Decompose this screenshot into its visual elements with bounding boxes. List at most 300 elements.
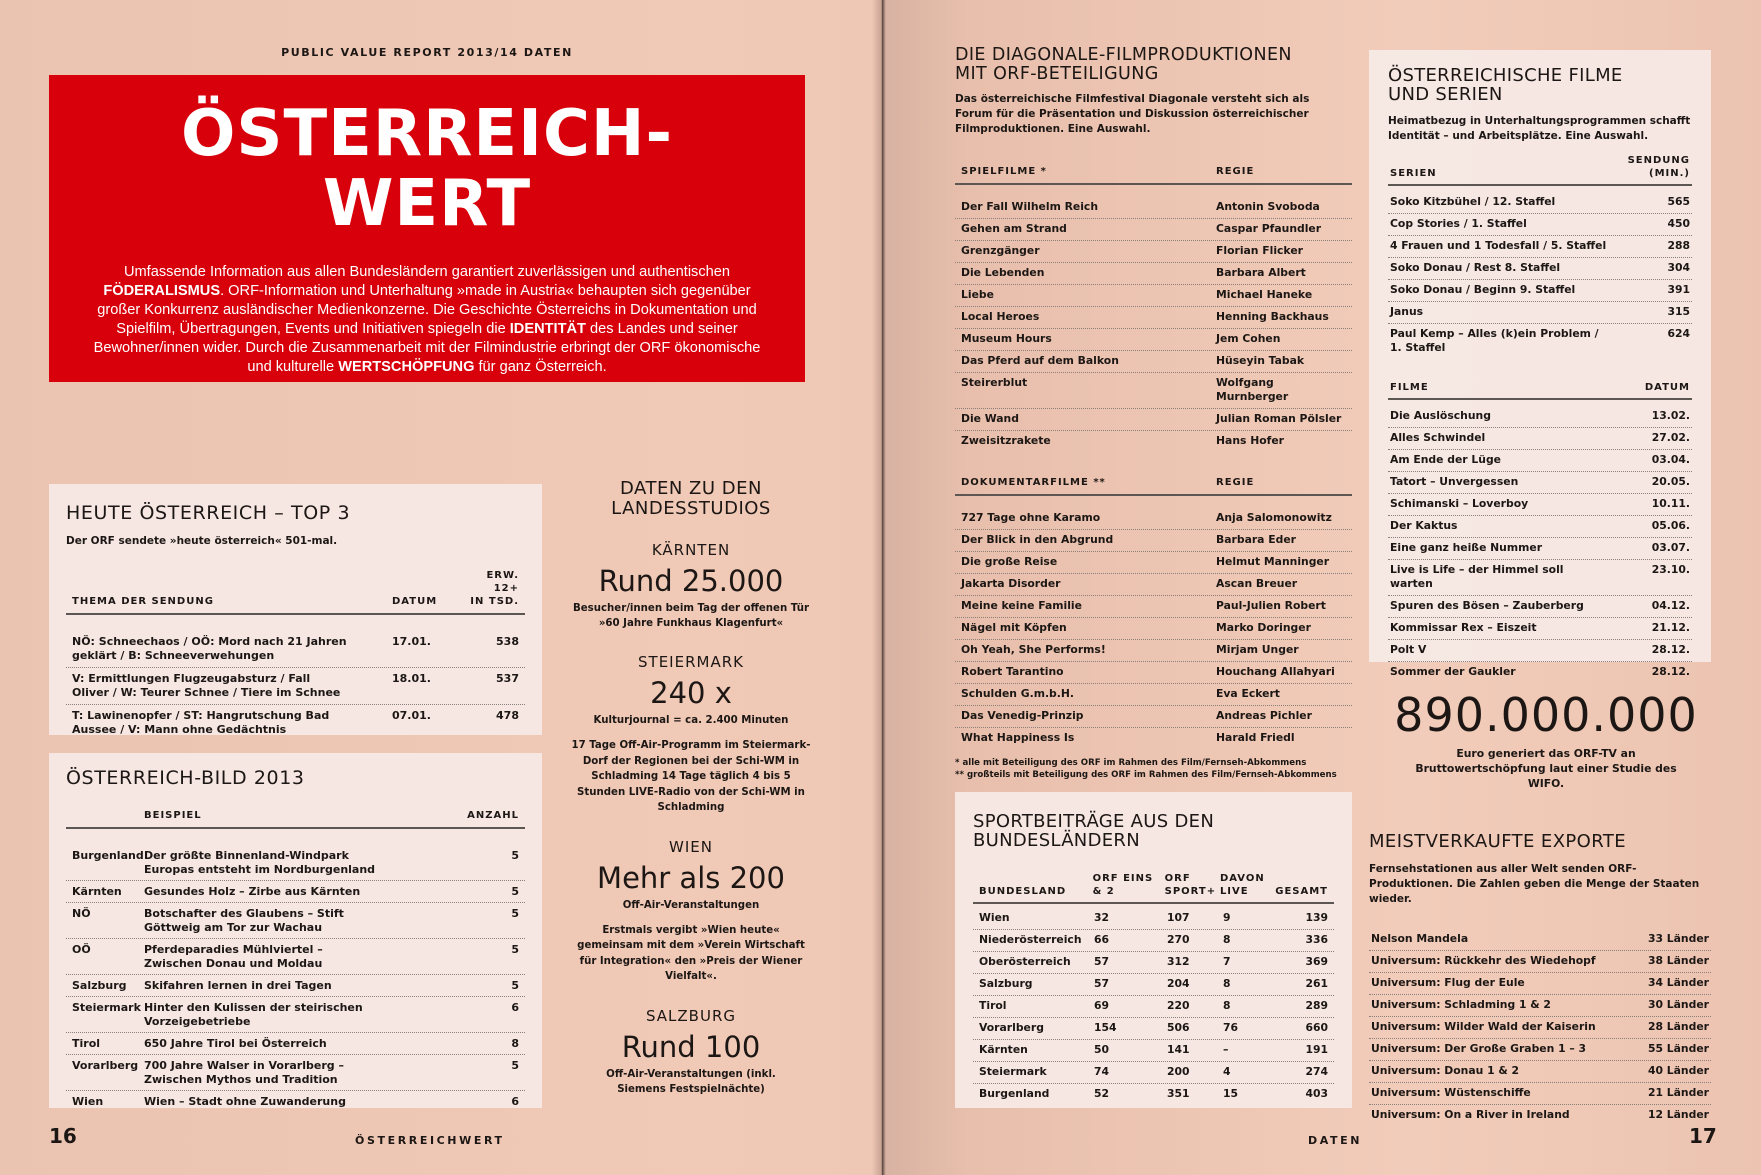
studio-name: KÄRNTEN [651, 541, 731, 559]
hero-text-part: . ORF-Information und Unterhaltung »made in Austria« behaupten sich gegenüber großer Konkurrenz ausländischer Medienkonzerne. Die Geschichte Österreichs in Dokumentation und Spielfilm, Übertragungen, Events und Initiativen spiegeln die [97, 283, 757, 337]
cell-datum: 23.10. [1651, 563, 1690, 576]
table-row [955, 285, 1352, 307]
cell-titel: Universum: Der Große Graben 1 – 3 [1371, 1042, 1587, 1055]
cell-orf-eins-2: 52 [1094, 1087, 1110, 1100]
studio-name: SALZBURG [645, 1006, 736, 1025]
studio-figure: Rund 100 [621, 1029, 761, 1064]
cell-titel: Local Heroes [961, 310, 1040, 323]
hero-title-line1: ÖSTERREICH- [180, 97, 674, 171]
cell-titel: Der Kaktus [1390, 519, 1458, 532]
studio-caption: Kulturjournal = ca. 2.400 Minuten [593, 715, 789, 726]
wertschoepfung-figure [1362, 688, 1730, 791]
hero-title-line2: WERT [322, 167, 532, 241]
table-row [66, 903, 525, 939]
cell-regie: Marko Doringer [1216, 621, 1311, 634]
cell-regie: Henning Backhaus [1216, 310, 1329, 323]
panel-title: ÖSTERREICH-BILD 2013 [66, 767, 305, 789]
cell-titel: Universum: On a River in Ireland [1371, 1108, 1570, 1121]
studio-caption: Besucher/innen beim Tag der offenen Tür »60 Jahre Funkhaus Klagenfurt« [573, 603, 809, 629]
cell-beispiel: Skifahren lernen in drei Tagen [144, 979, 332, 992]
cell-titel: Zweisitzrakete [961, 434, 1051, 447]
title-line1: DIE DIAGONALE-FILMPRODUKTIONEN [955, 45, 1292, 65]
panel-title [1388, 66, 1692, 104]
cell-gesamt: 369 [1305, 955, 1328, 968]
cell-anzahl: 6 [511, 1095, 519, 1108]
cell-regie: Andreas Pichler [1216, 709, 1312, 722]
cell-bundesland: Tirol [979, 999, 1007, 1012]
hero-box [49, 75, 805, 382]
filme-header [1388, 381, 1692, 400]
cell-land: Vorarlberg [72, 1059, 139, 1072]
cell-bundesland: Steiermark [979, 1065, 1047, 1078]
cell-datum: 28.12. [1651, 665, 1690, 678]
table-row [1388, 472, 1692, 494]
cell-laender: 28 Länder [1647, 1020, 1709, 1033]
cell-gesamt: 289 [1305, 999, 1328, 1012]
cell-orf-eins-2: 154 [1094, 1021, 1117, 1034]
cell-titel: Gehen am Strand [961, 222, 1067, 235]
cell-titel: 727 Tage ohne Karamo [961, 511, 1101, 524]
table-row [1388, 258, 1692, 280]
cell-anzahl: 8 [511, 1037, 519, 1050]
footer-label-right: DATEN [1308, 1134, 1363, 1147]
table-body [66, 631, 525, 741]
col-anzahl: ANZAHL [467, 810, 519, 821]
cell-regie: Antonin Svoboda [1216, 200, 1320, 213]
cell-davon-live: – [1223, 1043, 1229, 1056]
table-row [1369, 1039, 1711, 1061]
studio-caption: Off-Air-Veranstaltungen (inkl. Siemens Festspielnächte) [606, 1068, 776, 1095]
cell-datum: 28.12. [1651, 643, 1690, 656]
section-title [562, 479, 820, 519]
cell-orf-sport: 312 [1167, 955, 1190, 968]
cell-beispiel: Botschafter des Glaubens – Stift Göttweig am Tor zur Wachau [144, 907, 344, 934]
cell-titel: Alles Schwindel [1390, 431, 1486, 444]
cell-datum: 17.01. [392, 635, 431, 648]
table-row [66, 1033, 525, 1055]
cell-datum: 27.02. [1651, 431, 1690, 444]
cell-titel: Spuren des Bösen – Zauberberg [1390, 599, 1584, 612]
cell-regie: Michael Haneke [1216, 288, 1313, 301]
cell-minuten: 450 [1667, 217, 1690, 230]
cell-datum: 10.11. [1651, 497, 1690, 510]
studio-note: 17 Tage Off-Air-Programm im Steiermark-Dorf der Regionen bei der Schi-WM in Schladming 14 Tage täglich 4 bis 5 Stunden LIVE-Radio von der Schi-WM in Schladming [571, 740, 811, 813]
cell-titel: Polt V [1390, 643, 1427, 656]
table-header [973, 872, 1334, 904]
table-row [1388, 494, 1692, 516]
studio-note: Erstmals vergibt »Wien heute« gemeinsam mit dem »Verein Wirtschaft für Integration« den »Preis der Wiener Vielfalt«. [577, 924, 805, 982]
cell-regie: Julian Roman Pölsler [1216, 412, 1342, 425]
hero-title [49, 99, 805, 239]
table-row [66, 631, 525, 668]
table-body [66, 845, 525, 1112]
cell-regie: Helmut Manninger [1216, 555, 1330, 568]
cell-datum: 05.06. [1651, 519, 1690, 532]
cell-land: Kärnten [72, 885, 122, 898]
cell-beispiel: Wien – Stadt ohne Zuwanderung [144, 1095, 346, 1108]
cell-titel: Kommissar Rex – Eiszeit [1390, 621, 1537, 634]
table-row [66, 939, 525, 975]
cell-land: Steiermark [72, 1001, 141, 1014]
cell-erw: 538 [496, 635, 519, 648]
page-number-right: 17 [1689, 1124, 1717, 1148]
doku-list [955, 508, 1352, 749]
table-row [1388, 618, 1692, 640]
col-erw [459, 569, 519, 608]
cell-laender: 30 Länder [1647, 998, 1709, 1011]
col-erw-line2: IN TSD. [470, 596, 519, 607]
cell-davon-live: 8 [1223, 977, 1231, 990]
cell-gesamt: 660 [1305, 1021, 1328, 1034]
cell-beispiel: Hinter den Kulissen der steirischen Vorzeigebetriebe [144, 1001, 363, 1028]
table-row [1369, 1083, 1711, 1105]
cell-titel: Steirerblut [961, 376, 1028, 389]
title-line1: SPORTBEITRÄGE AUS DEN [973, 811, 1215, 832]
col-spielfilme: SPIELFILME * [961, 166, 1047, 177]
cell-titel: Die Lebenden [961, 266, 1045, 279]
doku-header [955, 476, 1352, 496]
table-row [1388, 516, 1692, 538]
table-row [955, 574, 1352, 596]
cell-titel: Tatort – Unvergessen [1390, 475, 1519, 488]
cell-titel: Schimanski – Loverboy [1390, 497, 1529, 510]
cell-regie: Eva Eckert [1216, 687, 1280, 700]
cell-bundesland: Wien [979, 911, 1010, 924]
table-row [66, 845, 525, 881]
studio-name: WIEN [669, 837, 713, 856]
cell-titel: Soko Kitzbühel / 12. Staffel [1390, 195, 1556, 208]
col-erw-line1: ERW. 12+ [486, 570, 519, 594]
cell-anzahl: 5 [511, 979, 519, 992]
table-row [955, 596, 1352, 618]
cell-regie: Anja Salomonowitz [1216, 511, 1332, 524]
table-row [973, 952, 1334, 974]
table-row [1388, 450, 1692, 472]
cell-orf-eins-2: 50 [1094, 1043, 1110, 1056]
exporte-section [1369, 832, 1711, 1126]
table-row [955, 662, 1352, 684]
table-row [1369, 1105, 1711, 1126]
table-row [973, 908, 1334, 930]
cell-titel: Der Fall Wilhelm Reich [961, 200, 1099, 213]
table-row [1388, 662, 1692, 683]
running-head: PUBLIC VALUE REPORT 2013/14 DATEN [281, 46, 573, 59]
cell-land: Burgenland [72, 849, 144, 862]
table-row [973, 1062, 1334, 1084]
cell-minuten: 288 [1667, 239, 1690, 252]
col-gesamt: GESAMT [1275, 886, 1328, 897]
studio-name: STEIERMARK [638, 653, 744, 671]
table-header [66, 569, 525, 615]
cell-orf-sport: 107 [1167, 911, 1190, 924]
table-row [1388, 236, 1692, 258]
table-row [955, 728, 1352, 749]
cell-orf-sport: 351 [1167, 1087, 1190, 1100]
cell-regie: Houchang Allahyari [1216, 665, 1335, 678]
cell-land: Wien [72, 1095, 104, 1108]
hero-keyword: FÖDERALISMUS [103, 283, 221, 299]
cell-davon-live: 4 [1223, 1065, 1231, 1078]
col-beispiel: BEISPIEL [144, 810, 202, 821]
cell-titel: Das Pferd auf dem Balkon [961, 354, 1119, 367]
cell-thema: T: Lawinenopfer / ST: Hangrutschung Bad Aussee / V: Mann ohne Gedächtnis [72, 709, 330, 736]
table-row [1369, 995, 1711, 1017]
cell-titel: Die Auslöschung [1390, 409, 1491, 422]
table-row [955, 640, 1352, 662]
cell-datum: 03.07. [1651, 541, 1690, 554]
cell-anzahl: 6 [511, 1001, 519, 1014]
hero-keyword: IDENTITÄT [509, 321, 586, 337]
table-row [1388, 280, 1692, 302]
table-row [66, 1055, 525, 1091]
cell-titel: Paul Kemp – Alles (k)ein Problem / 1. Staffel [1390, 327, 1599, 354]
cell-titel: Universum: Wilder Wald der Kaiserin [1371, 1020, 1596, 1033]
table-row [955, 373, 1352, 409]
cell-titel: Grenzgänger [961, 244, 1040, 257]
cell-orf-sport: 204 [1167, 977, 1190, 990]
cell-laender: 33 Länder [1647, 932, 1709, 945]
cell-davon-live: 8 [1223, 933, 1231, 946]
cell-regie: Jem Cohen [1216, 332, 1281, 345]
cell-davon-live: 9 [1223, 911, 1231, 924]
col-sendung [1610, 154, 1690, 180]
table-row [1388, 192, 1692, 214]
cell-beispiel: Der größte Binnenland-Windpark Europas entsteht im Nordburgenland [144, 849, 376, 876]
cell-regie: Hans Hofer [1216, 434, 1284, 447]
cell-titel: Nelson Mandela [1371, 932, 1469, 945]
table-row [1388, 538, 1692, 560]
footnote: * alle mit Beteiligung des ORF im Rahmen des Film/Fernseh-Abkommens [955, 758, 1307, 768]
cell-laender: 12 Länder [1647, 1108, 1709, 1121]
table-row [1388, 406, 1692, 428]
table-row [1369, 929, 1711, 951]
cell-minuten: 565 [1667, 195, 1690, 208]
cell-titel: Schulden G.m.b.H. [961, 687, 1075, 700]
cell-gesamt: 403 [1305, 1087, 1328, 1100]
cell-bundesland: Oberösterreich [979, 955, 1071, 968]
hero-keyword: WERTSCHÖPFUNG [338, 359, 475, 375]
hero-text [89, 263, 765, 377]
cell-titel: What Happiness Is [961, 731, 1075, 744]
table-row [66, 705, 525, 741]
studio-figure: Mehr als 200 [597, 860, 785, 895]
table-row [1388, 214, 1692, 236]
big-number-caption: Euro generiert das ORF-TV an Bruttowertschöpfung laut einer Studie des WIFO. [1415, 747, 1677, 790]
cell-gesamt: 139 [1305, 911, 1328, 924]
cell-titel: Soko Donau / Rest 8. Staffel [1390, 261, 1561, 274]
table-row [955, 329, 1352, 351]
table-row [973, 974, 1334, 996]
table-row [66, 1091, 525, 1112]
hero-text-part: Umfassende Information aus allen Bundesländern garantiert zuverlässigen und authentischen [123, 264, 731, 280]
col-serien: SERIEN [1390, 168, 1437, 179]
cell-titel: Meine keine Familie [961, 599, 1082, 612]
cell-orf-sport: 220 [1167, 999, 1190, 1012]
table-body [973, 908, 1334, 1105]
cell-titel: Das Venedig-Prinzip [961, 709, 1084, 722]
table-row [973, 930, 1334, 952]
hero-text-part: des Landes und seiner Bewohner/innen wider. Durch die Zusammenarbeit mit der Filmindustrie erbringt der ORF ökonomische und kulturelle [93, 321, 761, 375]
title-line2: UND SERIEN [1388, 84, 1503, 105]
table-row [1388, 302, 1692, 324]
cell-regie: Wolfgang Murnberger [1216, 376, 1289, 403]
panel-title: HEUTE ÖSTERREICH – TOP 3 [66, 502, 351, 524]
cell-thema: V: Ermittlungen Flugzeugabsturz / Fall Oliver / W: Teurer Schnee / Tiere im Schnee [72, 672, 341, 699]
cell-regie: Barbara Eder [1216, 533, 1296, 546]
table-row [66, 881, 525, 903]
cell-titel: Die Wand [961, 412, 1019, 425]
cell-anzahl: 5 [511, 1059, 519, 1072]
table-row [955, 552, 1352, 574]
diagonale-section [955, 46, 1352, 781]
studio-caption: Off-Air-Veranstaltungen [622, 899, 760, 911]
cell-regie: Paul-Julien Robert [1216, 599, 1326, 612]
cell-datum: 21.12. [1651, 621, 1690, 634]
title-line2: BUNDESLÄNDERN [973, 830, 1140, 851]
panel-title [973, 812, 1334, 850]
cell-orf-eins-2: 66 [1094, 933, 1110, 946]
section-subtitle: Fernsehstationen aus aller Welt senden ORF-Produktionen. Die Zahlen geben die Menge der Staaten wieder. [1369, 863, 1700, 905]
table-row [955, 241, 1352, 263]
cell-land: OÖ [72, 943, 91, 956]
cell-bundesland: Burgenland [979, 1087, 1050, 1100]
col-regie: REGIE [1216, 477, 1255, 488]
table-row [955, 431, 1352, 452]
table-row [1388, 324, 1692, 359]
cell-gesamt: 336 [1305, 933, 1328, 946]
table-row [1369, 951, 1711, 973]
cell-titel: Am Ende der Lüge [1390, 453, 1501, 466]
table-row [1369, 973, 1711, 995]
table-row [955, 351, 1352, 373]
cell-datum: 04.12. [1651, 599, 1690, 612]
cell-anzahl: 5 [511, 907, 519, 920]
cell-titel: Universum: Schladming 1 & 2 [1371, 998, 1551, 1011]
cell-datum: 20.05. [1651, 475, 1690, 488]
cell-datum: 07.01. [392, 709, 431, 722]
page-number-left: 16 [49, 1124, 77, 1148]
col-orf-sport: ORF SPORT+ [1164, 873, 1217, 897]
table-row [1369, 1061, 1711, 1083]
filme-list [1388, 406, 1692, 683]
cell-titel: Universum: Flug der Eule [1371, 976, 1525, 989]
table-header [66, 809, 525, 829]
section-title [955, 46, 1352, 84]
cell-datum: 03.04. [1651, 453, 1690, 466]
cell-titel: Janus [1390, 305, 1424, 318]
cell-land: NÖ [72, 907, 91, 920]
big-number: 890.000.000 [1394, 688, 1698, 742]
panel-subtitle: Der ORF sendete »heute österreich« 501-mal. [66, 535, 338, 547]
cell-laender: 34 Länder [1647, 976, 1709, 989]
cell-titel: 4 Frauen und 1 Todesfall / 5. Staffel [1390, 239, 1607, 252]
cell-titel: Robert Tarantino [961, 665, 1064, 678]
cell-minuten: 304 [1667, 261, 1690, 274]
table-row [1388, 560, 1692, 596]
cell-laender: 40 Länder [1647, 1064, 1709, 1077]
cell-orf-eins-2: 69 [1094, 999, 1110, 1012]
cell-davon-live: 7 [1223, 955, 1231, 968]
cell-titel: Universum: Wüstenschiffe [1371, 1086, 1531, 1099]
table-row [955, 530, 1352, 552]
cell-regie: Caspar Pfaundler [1216, 222, 1322, 235]
table-row [955, 618, 1352, 640]
cell-regie: Hüseyin Tabak [1216, 354, 1305, 367]
cell-erw: 478 [496, 709, 519, 722]
cell-bundesland: Vorarlberg [979, 1021, 1044, 1034]
cell-titel: Oh Yeah, She Performs! [961, 643, 1106, 656]
cell-thema: NÖ: Schneechaos / OÖ: Mord nach 21 Jahren geklärt / B: Schneeverwehungen [72, 635, 347, 662]
table-row [1388, 428, 1692, 450]
cell-davon-live: 76 [1223, 1021, 1239, 1034]
cell-orf-eins-2: 32 [1094, 911, 1110, 924]
heute-oesterreich-panel [49, 484, 542, 735]
cell-regie: Mirjam Unger [1216, 643, 1299, 656]
col-bundesland: BUNDESLAND [979, 886, 1067, 897]
cell-datum: 18.01. [392, 672, 431, 685]
landesstudios-column [562, 479, 820, 1097]
table-row [1388, 596, 1692, 618]
cell-beispiel: 700 Jahre Walser in Vorarlberg – Zwischen Mythos und Tradition [144, 1059, 344, 1086]
cell-laender: 21 Länder [1647, 1086, 1709, 1099]
table-row [955, 508, 1352, 530]
cell-orf-sport: 200 [1167, 1065, 1190, 1078]
title-line1: ÖSTERREICHISCHE FILME [1388, 65, 1623, 86]
filme-serien-panel [1369, 50, 1711, 678]
cell-beispiel: Gesundes Holz – Zirbe aus Kärnten [144, 885, 361, 898]
cell-minuten: 624 [1667, 327, 1690, 340]
exporte-list [1369, 929, 1711, 1126]
cell-erw: 537 [496, 672, 519, 685]
cell-land: Tirol [72, 1037, 101, 1050]
table-row [66, 668, 525, 705]
cell-anzahl: 5 [511, 943, 519, 956]
table-row [66, 975, 525, 997]
table-row [1369, 1017, 1711, 1039]
cell-bundesland: Niederösterreich [979, 933, 1082, 946]
col-land [72, 809, 144, 822]
cell-titel: Der Blick in den Abgrund [961, 533, 1114, 546]
cell-beispiel: Pferdeparadies Mühlviertel – Zwischen Donau und Moldau [144, 943, 323, 970]
cell-anzahl: 5 [511, 849, 519, 862]
col-regie: REGIE [1216, 166, 1255, 177]
cell-titel: Liebe [961, 288, 994, 301]
table-row [973, 1084, 1334, 1105]
panel-subtitle: Heimatbezug in Unterhaltungsprogrammen schafft Identität – und Arbeitsplätze. Eine Auswahl. [1388, 115, 1691, 142]
studio-salzburg [562, 1007, 820, 1097]
spielfilme-header [955, 165, 1352, 185]
cell-gesamt: 191 [1305, 1043, 1328, 1056]
cell-titel: Soko Donau / Beginn 9. Staffel [1390, 283, 1576, 296]
cell-davon-live: 8 [1223, 999, 1231, 1012]
table-row [955, 706, 1352, 728]
hero-text-part: für ganz Österreich. [474, 359, 607, 375]
cell-laender: 55 Länder [1647, 1042, 1709, 1055]
spielfilme-list [955, 197, 1352, 452]
title-line1: DATEN ZU DEN [620, 478, 762, 499]
cell-anzahl: 5 [511, 885, 519, 898]
cell-regie: Florian Flicker [1216, 244, 1303, 257]
cell-datum: 13.02. [1651, 409, 1690, 422]
col-datum: DATUM [392, 596, 438, 607]
section-subtitle: Das österreichische Filmfestival Diagonale versteht sich als Forum für die Präsentation und Diskussion österreichischer Filmproduktionen. Eine Auswahl. [955, 93, 1310, 135]
cell-orf-sport: 270 [1167, 933, 1190, 946]
cell-titel: Nägel mit Köpfen [961, 621, 1067, 634]
section-title: MEISTVERKAUFTE EXPORTE [1369, 831, 1627, 852]
col-orf-eins-2: ORF EINS & 2 [1092, 873, 1154, 897]
cell-orf-sport: 506 [1167, 1021, 1190, 1034]
cell-regie: Barbara Albert [1216, 266, 1306, 279]
